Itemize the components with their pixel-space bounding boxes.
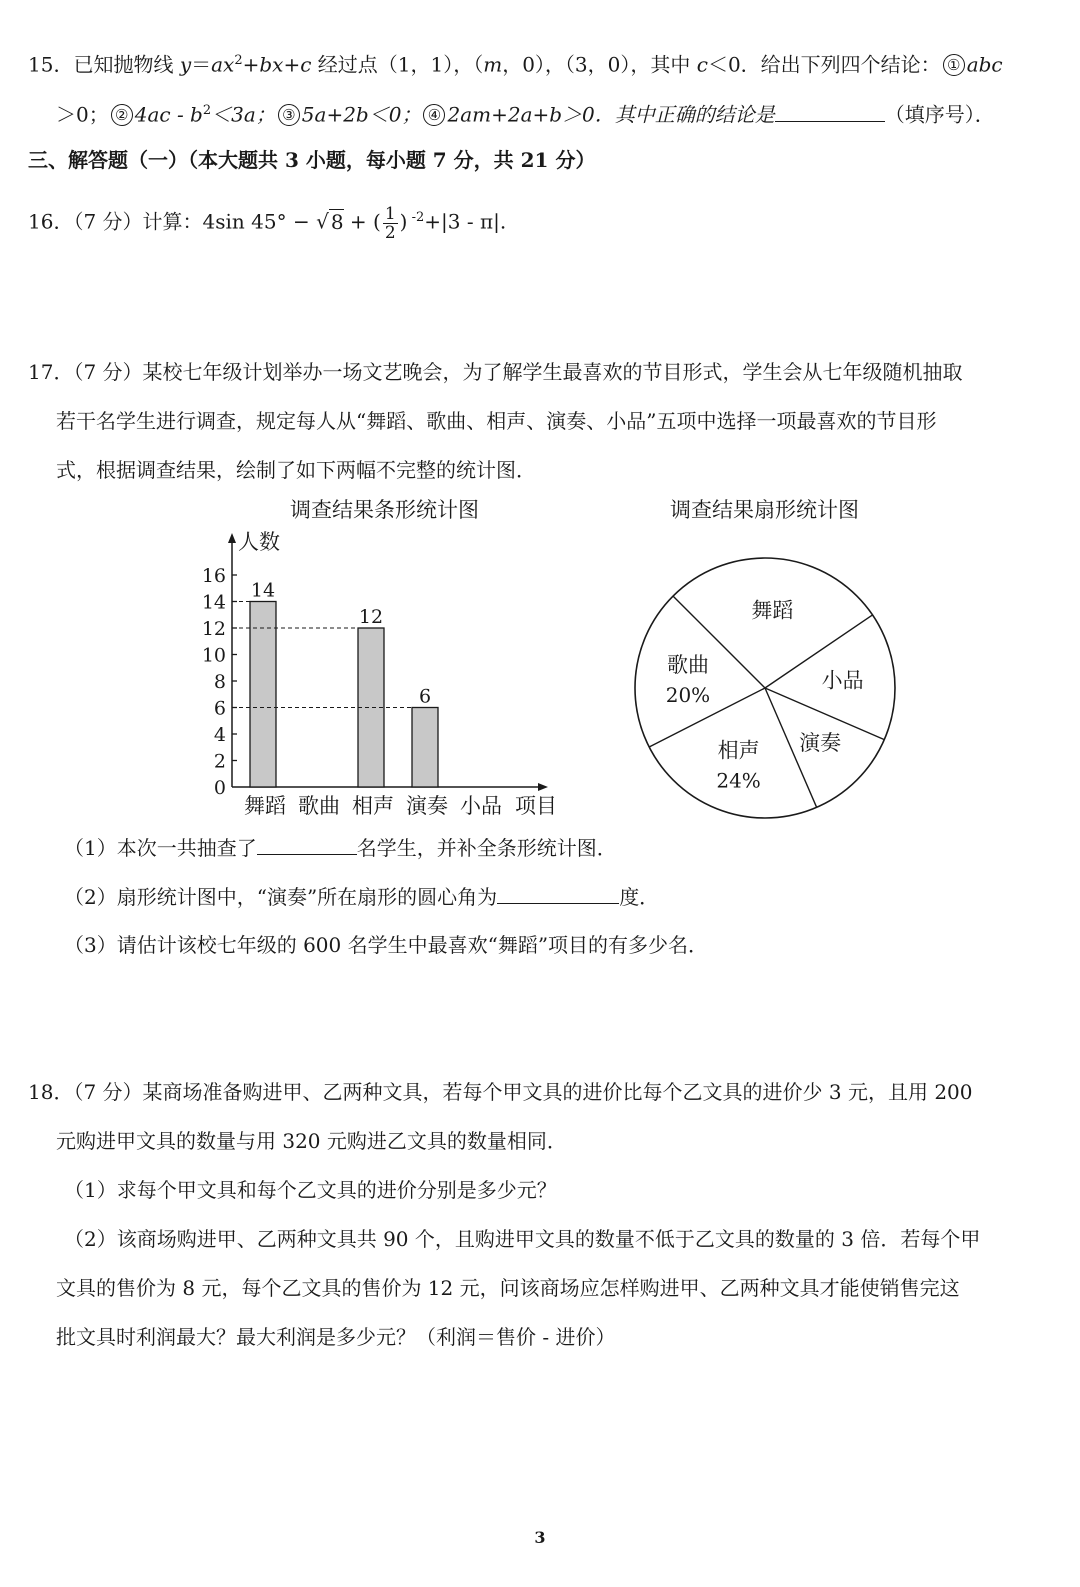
q17-text: 名学生，并补全条形统计图． bbox=[356, 836, 617, 860]
bar-value-label: 12 bbox=[358, 606, 384, 628]
q15-text: ＜0．给出下列四个结论： bbox=[707, 52, 941, 77]
page-number: 3 bbox=[534, 1528, 546, 1547]
x-axis-arrow bbox=[538, 783, 548, 791]
q15-var: abc bbox=[966, 52, 1003, 77]
pie-slice-label-小品: 小品 bbox=[821, 668, 864, 693]
q15-op: ＝ bbox=[191, 52, 212, 77]
q17-sub-2 bbox=[64, 881, 659, 912]
q18-sub-1: （1）求每个甲文具和每个乙文具的进价分别是多少元？ bbox=[64, 1178, 557, 1202]
q17-line-1: 17．（7 分）某校七年级计划举办一场文艺晚会，为了解学生最喜欢的节目形式，学生会从七年级随机抽取 bbox=[28, 360, 963, 384]
bar-value-label: 6 bbox=[418, 685, 432, 708]
pie-slice-label-舞蹈: 舞蹈 bbox=[751, 598, 794, 623]
y-axis-arrow bbox=[228, 533, 236, 543]
q15-text: 15．已知抛物线 bbox=[28, 52, 174, 77]
q17-text: （2）扇形统计图中，“演奏”所在扇形的圆心角为 bbox=[64, 885, 498, 909]
section-heading: 三、解答题（一）（本大题共 3 小题，每小题 7 分，共 21 分） bbox=[28, 148, 596, 172]
y-tick-label: 12 bbox=[201, 618, 226, 640]
x-category-label: 歌曲 bbox=[298, 794, 340, 818]
fraction bbox=[383, 205, 398, 242]
q15-line-2 bbox=[56, 96, 995, 130]
x-axis-label: 项目 bbox=[515, 794, 557, 818]
q15-text: 经过点（1，1），（ bbox=[317, 52, 484, 77]
y-tick-label: 16 bbox=[201, 565, 226, 587]
fraction-numerator: 1 bbox=[384, 203, 396, 224]
q15-text: （填序号）． bbox=[884, 102, 995, 127]
q15-var: m bbox=[483, 52, 503, 77]
y-axis-label: 人数 bbox=[238, 530, 280, 554]
answer-blank[interactable] bbox=[775, 99, 885, 122]
q17-sub-1 bbox=[64, 832, 617, 863]
y-tick-label: 4 bbox=[213, 724, 226, 746]
bar-chart-title: 调查结果条形统计图 bbox=[290, 498, 479, 522]
q15-expr: 5a+2b＜0； bbox=[301, 102, 422, 127]
q16-exponent: -2 bbox=[407, 210, 425, 225]
bar-chart bbox=[190, 525, 570, 825]
q15-line-1 bbox=[28, 46, 1003, 80]
circled-2: ② bbox=[111, 104, 133, 126]
q18-line-1: 18．（7 分）某商场准备购进甲、乙两种文具，若每个甲文具的进价比每个乙文具的进价少 3 元，且用 200 bbox=[28, 1080, 973, 1104]
q15-text: ，0），（3，0），其中 bbox=[502, 52, 691, 77]
circled-1: ① bbox=[943, 54, 965, 76]
q18-sub-2-cont: 文具的售价为 8 元，每个乙文具的售价为 12 元，问该商场应怎样购进甲、乙两种文具才能使销售完这 bbox=[56, 1276, 960, 1300]
bar-演奏 bbox=[412, 708, 438, 788]
q15-expr: ＜3a； bbox=[211, 102, 276, 127]
pie-slice-percent: 20% bbox=[665, 682, 711, 707]
bar-value-label: 14 bbox=[250, 579, 276, 602]
q15-expr: 4ac - b bbox=[134, 102, 203, 127]
fraction-denominator: 2 bbox=[384, 222, 396, 243]
q17-text: 度． bbox=[619, 885, 660, 909]
q16-text: + ( bbox=[343, 209, 381, 234]
pie-slice-label-演奏: 演奏 bbox=[799, 731, 842, 756]
x-category-label: 舞蹈 bbox=[244, 794, 286, 818]
q15-expr: 2am+2a+b＞0．其中正确的结论是 bbox=[447, 102, 775, 127]
q15-text: ＞0； bbox=[56, 102, 109, 127]
q18-sub-2: （2）该商场购进甲、乙两种文具共 90 个，且购进甲文具的数量不低于乙文具的数量的 3 倍．若每个甲 bbox=[64, 1227, 981, 1251]
q15-exp: 2 bbox=[234, 53, 243, 68]
q16-text: ) bbox=[399, 209, 408, 234]
y-tick-label: 0 bbox=[213, 777, 226, 799]
q15-var: y bbox=[179, 52, 192, 77]
answer-blank[interactable] bbox=[257, 832, 357, 855]
x-category-label: 演奏 bbox=[406, 794, 448, 818]
q17-sub-3: （3）请估计该校七年级的 600 名学生中最喜欢“舞蹈”项目的有多少名． bbox=[64, 933, 709, 957]
y-tick-label: 8 bbox=[213, 671, 226, 693]
x-category-label: 相声 bbox=[352, 794, 394, 818]
y-tick-label: 10 bbox=[201, 644, 226, 667]
pie-chart-title: 调查结果扇形统计图 bbox=[670, 498, 859, 522]
circled-4: ④ bbox=[423, 104, 445, 126]
sqrt-value: 8 bbox=[330, 209, 344, 234]
circled-3: ③ bbox=[278, 104, 300, 126]
pie-slice-label-歌曲: 歌曲 bbox=[666, 652, 709, 677]
q18-line-2: 元购进甲文具的数量与用 320 元购进乙文具的数量相同． bbox=[56, 1129, 567, 1153]
q15-exp: 2 bbox=[202, 103, 212, 118]
q16-text: +|3 - π|. bbox=[424, 209, 507, 234]
pie-slice-percent: 24% bbox=[716, 768, 761, 793]
sqrt-symbol: √ bbox=[316, 209, 329, 234]
q15-var: +bx+c bbox=[242, 52, 312, 77]
pie-chart bbox=[625, 550, 905, 830]
q17-line-2: 若干名学生进行调查，规定每人从“舞蹈、歌曲、相声、演奏、小品”五项中选择一项最喜欢的节目形 bbox=[56, 409, 937, 433]
q16-line bbox=[28, 203, 506, 242]
q15-var: ax bbox=[211, 52, 235, 77]
q15-var: c bbox=[696, 52, 708, 77]
q17-line-3: 式，根据调查结果，绘制了如下两幅不完整的统计图． bbox=[56, 458, 536, 482]
answer-blank[interactable] bbox=[497, 881, 619, 904]
y-tick-label: 2 bbox=[213, 750, 226, 773]
y-tick-label: 14 bbox=[201, 591, 226, 614]
y-tick-label: 6 bbox=[213, 697, 226, 720]
x-category-label: 小品 bbox=[460, 794, 502, 818]
bar-舞蹈 bbox=[250, 602, 276, 788]
q16-text: 16．（7 分）计算：4sin 45° − bbox=[28, 209, 317, 234]
q18-sub-2-end: 批文具时利润最大？最大利润是多少元？（利润＝售价 - 进价） bbox=[56, 1325, 616, 1349]
q17-text: （1）本次一共抽查了 bbox=[64, 836, 257, 860]
pie-slice-label-相声: 相声 bbox=[717, 738, 760, 763]
